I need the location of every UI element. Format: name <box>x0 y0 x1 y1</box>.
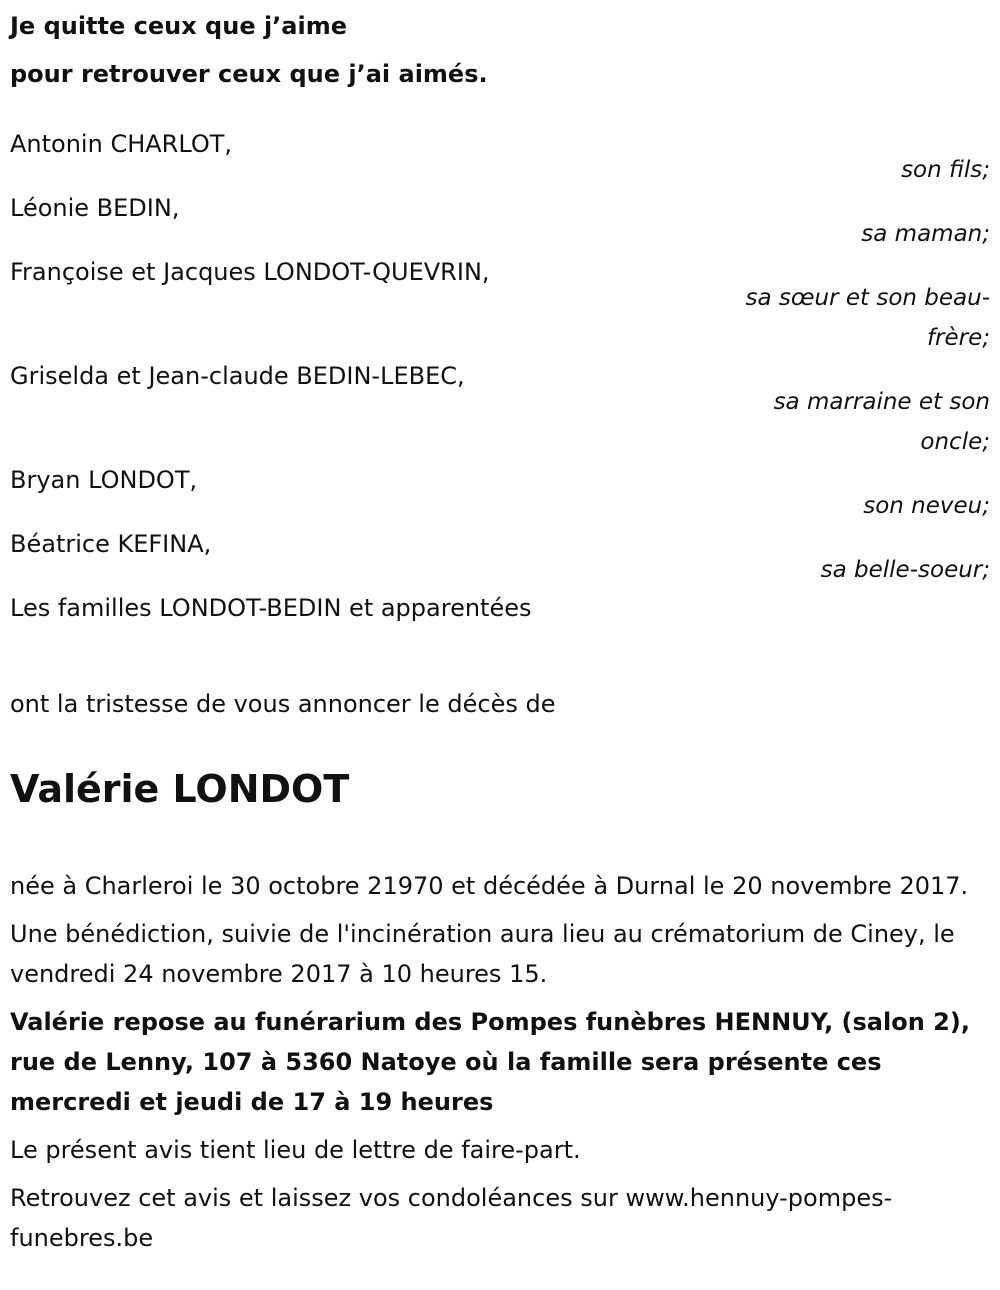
notice-text: Le présent avis tient lieu de lettre de faire-part. <box>10 1136 581 1164</box>
mourner-entry <box>10 526 990 590</box>
epigraph-line-2: pour retrouver ceux que j’ai aimés. <box>10 60 488 88</box>
mourner-entry <box>10 254 990 358</box>
mourner-name: Griselda et Jean-claude BEDIN-LEBEC, <box>10 362 465 390</box>
mourner-name: Les familles LONDOT-BEDIN et apparentées <box>10 594 532 622</box>
mourner-name: Léonie BEDIN, <box>10 194 180 222</box>
deceased-name: Valérie LONDOT <box>10 767 350 811</box>
mourner-relation: sa marraine et son oncle; <box>773 389 990 455</box>
condolences-text: Retrouvez cet avis et laissez vos condoléances sur www.hennuy-pompes-funebres.be <box>10 1184 893 1252</box>
obituary-notice <box>10 0 990 1258</box>
ceremony-details: Une bénédiction, suivie de l'incinération aura lieu au crématorium de Ciney, le vendredi 24 novembre 2017 à 10 heures 15. <box>10 920 955 988</box>
mourners-list <box>10 126 990 630</box>
announcement: ont la tristesse de vous annoncer le décès de <box>10 690 556 718</box>
mourner-entry <box>10 462 990 526</box>
visitation-details: Valérie repose au funérarium des Pompes funèbres HENNUY, (salon 2), rue de Lenny, 107 à 5360 Natoye où la famille sera présente ces mercredi et jeudi de 17 à 19 heures <box>10 1008 970 1116</box>
epigraph-line-1: Je quitte ceux que j’aime <box>10 12 348 40</box>
mourner-relation: sa maman; <box>861 221 990 247</box>
birth-death-dates: née à Charleroi le 30 octobre 21970 et décédée à Durnal le 20 novembre 2017. <box>10 872 969 900</box>
mourner-relation: son neveu; <box>863 493 990 519</box>
mourner-name: Antonin CHARLOT, <box>10 130 233 158</box>
mourner-entry <box>10 590 990 630</box>
mourner-name: Béatrice KEFINA, <box>10 530 212 558</box>
mourner-entry <box>10 190 990 254</box>
mourner-relation: sa sœur et son beau-frère; <box>745 285 990 351</box>
epigraph <box>10 2 990 98</box>
mourner-entry <box>10 358 990 462</box>
mourner-relation: son fils; <box>901 157 990 183</box>
mourner-entry <box>10 126 990 190</box>
mourner-name: Françoise et Jacques LONDOT-QUEVRIN, <box>10 258 490 286</box>
mourner-name: Bryan LONDOT, <box>10 466 198 494</box>
mourner-relation: sa belle-soeur; <box>820 557 990 583</box>
